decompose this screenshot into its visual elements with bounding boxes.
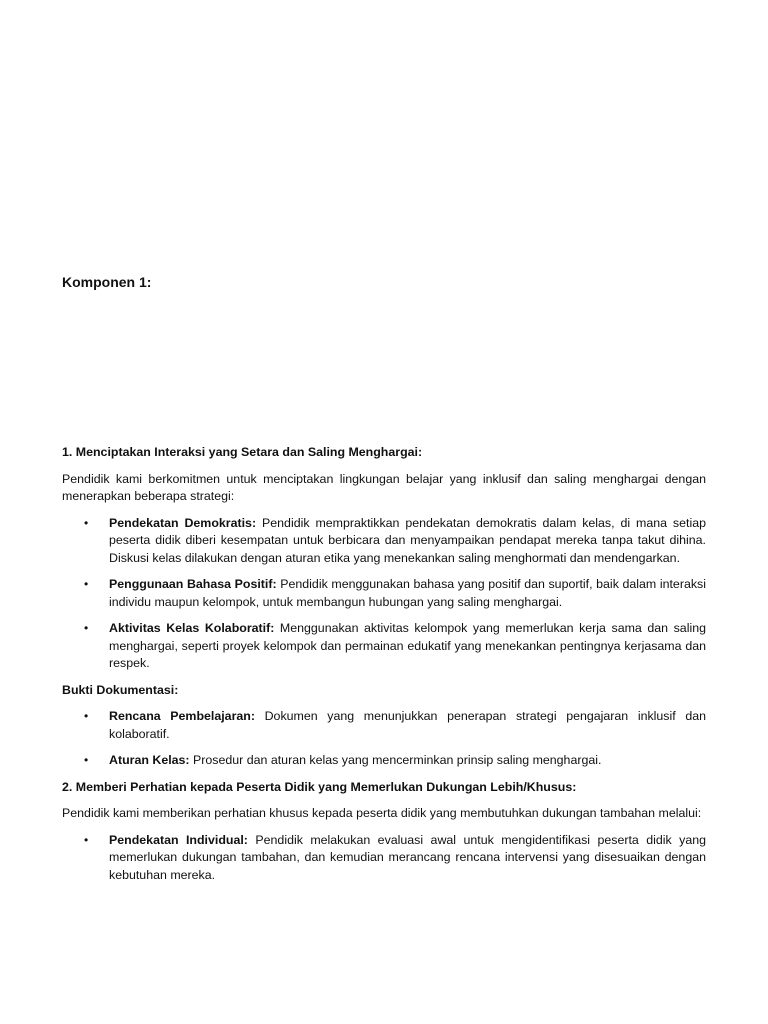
bullet-icon: •	[84, 621, 89, 635]
list-item-bahasa-positif	[62, 576, 706, 611]
list-item-term: Penggunaan Bahasa Positif:	[109, 577, 277, 591]
list-item-text: Pendidik menggunakan bahasa yang positif dan suportif, baik dalam interaksi individu maupun kelompok, untuk membangun hubungan yang saling menghargai.	[109, 577, 706, 609]
bullet-icon: •	[84, 577, 89, 591]
list-item-aturan-kelas	[62, 752, 706, 770]
section-1-strategy-list	[62, 515, 706, 673]
list-item-rencana-pembelajaran	[62, 708, 706, 743]
bullet-icon: •	[84, 515, 89, 530]
bullet-icon: •	[84, 753, 89, 767]
bullet-icon: •	[84, 832, 89, 847]
section-2-support-list	[62, 832, 706, 885]
list-item-text: Prosedur dan aturan kelas yang mencerminkan prinsip saling menghargai.	[193, 753, 602, 767]
list-item-pendekatan-demokratis	[62, 515, 706, 568]
list-item-aktivitas-kolaboratif	[62, 620, 706, 673]
list-item-term: Aktivitas Kelas Kolaboratif:	[109, 621, 275, 635]
list-item-term: Aturan Kelas:	[109, 753, 190, 767]
section-2-intro: Pendidik kami memberikan perhatian khusus kepada peserta didik yang membutuhkan dukungan tambahan melalui:	[62, 806, 702, 820]
list-item-text: Pendidik mempraktikkan pendekatan demokratis dalam kelas, di mana setiap peserta didik diberi kesempatan untuk berbicara dan menyampaikan pendapat mereka tanpa takut dihina. Diskusi kelas dilakukan dengan aturan etika yang menekankan saling menghormati dan mendengarkan.	[109, 515, 706, 565]
list-item-pendekatan-individual	[62, 832, 706, 885]
evidence-list	[62, 708, 706, 770]
evidence-heading: Bukti Dokumentasi:	[62, 682, 179, 697]
section-1-intro: Pendidik kami berkomitmen untuk menciptakan lingkungan belajar yang inklusif dan saling menghargai dengan menerapkan beberapa strategi:	[62, 471, 706, 503]
bullet-icon: •	[84, 709, 89, 723]
list-item-text: Menggunakan aktivitas kelompok yang memerlukan kerja sama dan saling menghargai, seperti proyek kelompok dan permainan edukatif yang menekankan pentingnya kerjasama dan respek.	[109, 621, 706, 670]
list-item-term: Pendekatan Demokratis:	[109, 515, 257, 530]
list-item-text: Dokumen yang menunjukkan penerapan strategi pengajaran inklusif dan kolaboratif.	[109, 709, 706, 741]
section-2-heading: 2. Memberi Perhatian kepada Peserta Didik yang Memerlukan Dukungan Lebih/Khusus:	[62, 779, 577, 794]
list-item-term: Pendekatan Individual:	[109, 832, 248, 847]
section-1-heading: 1. Menciptakan Interaksi yang Setara dan Saling Menghargai:	[62, 445, 423, 459]
document-body	[62, 444, 706, 893]
component-title: Komponen 1:	[62, 274, 152, 290]
list-item-term: Rencana Pembelajaran:	[109, 709, 255, 723]
list-item-text: Pendidik melakukan evaluasi awal untuk mengidentifikasi peserta didik yang memerlukan dukungan tambahan, dan kemudian merancang rencana intervensi yang disesuaikan dengan kebutuhan mereka.	[109, 832, 706, 882]
